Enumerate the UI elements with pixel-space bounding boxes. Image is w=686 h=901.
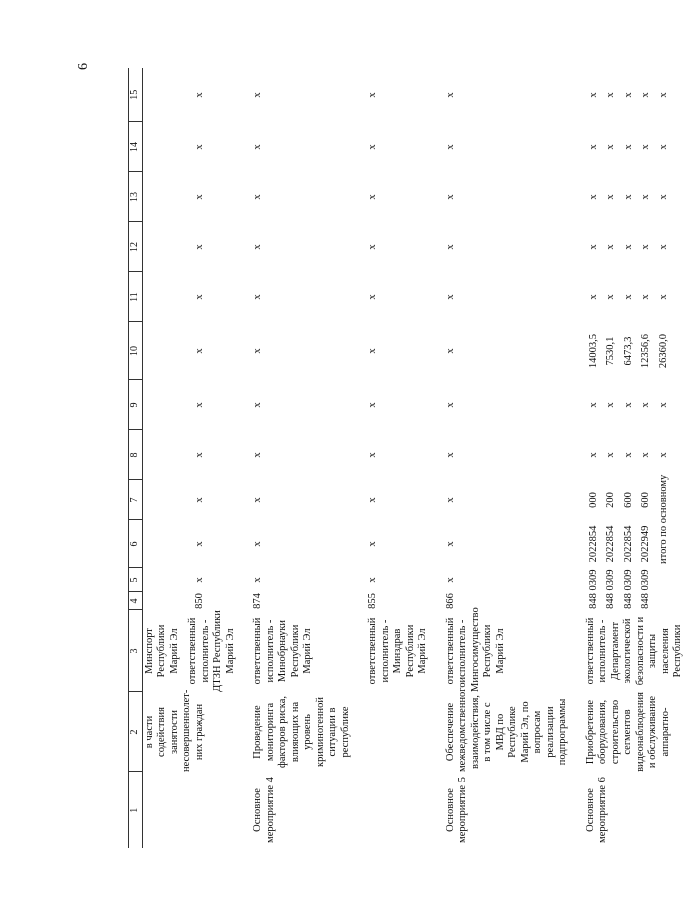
cell-c12-stack: x x x x x — [587, 244, 669, 250]
cell-value: x — [252, 541, 263, 547]
cell-executor: ответственный исполнитель - Мингосимущество Республики Марий Эл — [444, 607, 506, 692]
cell-value: x — [444, 144, 456, 150]
cell-name: в части содействия занятости несовершеннолет-них граждан — [143, 689, 205, 772]
cell-c15-stack: x x x x x — [587, 92, 669, 98]
cell-value: x — [252, 144, 263, 150]
executor-line: ответственный исполнитель - ДТЗН Республики Марий Эл — [187, 610, 236, 692]
cell-value: x — [444, 541, 456, 547]
cell-value: x — [367, 348, 378, 354]
cell-value: x — [367, 92, 378, 98]
cell-value: x — [193, 541, 205, 547]
cell-value: x — [193, 348, 205, 354]
program-table — [128, 68, 686, 848]
cell-value: x — [367, 402, 378, 408]
cell-executor: ответственный исполнитель - Минобрнауки Республики Марий Эл — [252, 617, 313, 685]
col-header: 12 — [129, 222, 143, 272]
col-header: 8 — [129, 430, 143, 480]
cell-value: x — [193, 92, 205, 98]
col-header: 3 — [129, 610, 143, 692]
cell-value: x — [367, 194, 378, 200]
table-row — [238, 68, 353, 848]
col-header: 2 — [129, 692, 143, 772]
cell-name — [353, 692, 431, 772]
cell-value: x — [444, 402, 456, 408]
cell-value: x — [193, 577, 205, 583]
cell-activity: Основное мероприятие 5 — [444, 777, 468, 843]
cell-executor: ответственный исполнитель - Департамент экологической безопасности и защиты населения Республики — [584, 616, 683, 686]
cell-value: x — [444, 452, 456, 458]
cell-value: x — [444, 348, 456, 354]
cell-value: x — [367, 452, 378, 458]
col-header: 7 — [129, 480, 143, 520]
cell-value: x — [444, 497, 456, 503]
cell-value: x — [252, 402, 263, 408]
col-header: 9 — [129, 380, 143, 430]
cell-grbs-stack: 848 848 848 848 — [587, 593, 651, 609]
cell-name: Обеспечение межведомственного взаимодействия, в том числе с МВД по Республике Марий Эл, по вопросам реализации подпрограммы — [444, 682, 568, 772]
cell-name: Проведение мониторинга факторов риска, влияющих на уровень криминогенной ситуации в республике — [252, 696, 351, 768]
cell-value: x — [193, 497, 205, 503]
cell-grbs: 850 — [193, 593, 205, 609]
cell-value: x — [252, 577, 263, 583]
cell-amount-stack: 14003,5 7530,1 6473,3 12356,6 26360,0 — [587, 333, 669, 369]
col-header: 6 — [129, 520, 143, 568]
cell-value: x — [193, 194, 205, 200]
cell-value: x — [367, 144, 378, 150]
col-header: 1 — [129, 772, 143, 848]
cell-c14-stack: x x x x x — [587, 144, 669, 150]
col-header: 15 — [129, 68, 143, 122]
cell-value: x — [367, 541, 378, 547]
col-header: 10 — [129, 322, 143, 380]
cell-c11-stack: x x x x x — [587, 294, 669, 300]
cell-grbs: 874 — [252, 593, 263, 609]
cell-target-stack: 2022854 000 2022854 200 2022854 600 2022949 600 итого по основному — [571, 480, 686, 568]
cell-name: Приобретение оборудования, строительство сегментов видеонаблюдения и обслуживание аппаратно- — [584, 692, 671, 772]
cell-activity: Основное мероприятие 6 — [584, 777, 608, 843]
cell-value: x — [444, 577, 456, 583]
cell-value: x — [444, 194, 456, 200]
cell-value: x — [193, 402, 205, 408]
cell-value: x — [367, 577, 378, 583]
cell-value: x — [193, 144, 205, 150]
col-header: 13 — [129, 172, 143, 222]
cell-grbs: 866 — [444, 593, 456, 609]
table-row — [353, 68, 431, 848]
col-header: 5 — [129, 568, 143, 592]
col-header: 14 — [129, 122, 143, 172]
cell-activity — [142, 772, 238, 848]
cell-c9-stack: x x x x x — [587, 402, 669, 408]
table-row — [142, 68, 238, 848]
cell-value: x — [252, 244, 263, 250]
cell-value: x — [252, 294, 263, 300]
cell-value: x — [367, 497, 378, 503]
cell-value: x — [444, 294, 456, 300]
cell-executor — [142, 610, 238, 692]
cell-executor: ответственный исполнитель - Минздрав Республики Марий Эл — [367, 617, 428, 685]
cell-value: x — [252, 92, 263, 98]
col-header: 4 — [129, 592, 143, 610]
cell-grbs: 855 — [367, 593, 378, 609]
rotated-table-container — [128, 68, 683, 848]
cell-value: x — [252, 452, 263, 458]
cell-value: x — [252, 497, 263, 503]
cell-c13-stack: x x x x x — [587, 194, 669, 200]
cell-value: x — [367, 294, 378, 300]
cell-activity: Основное мероприятие 4 — [252, 777, 276, 843]
cell-value: x — [193, 244, 205, 250]
cell-value: x — [193, 452, 205, 458]
executor-line: Минспорт Республики Марий Эл — [143, 624, 180, 678]
cell-value: x — [444, 244, 456, 250]
table-row — [431, 68, 571, 848]
total-label: итого по основному — [657, 474, 669, 564]
cell-value: x — [252, 194, 263, 200]
cell-value: x — [252, 348, 263, 354]
cell-section-stack: 0309 0309 0309 0309 — [587, 569, 651, 591]
page-number: 6 — [76, 63, 91, 70]
cell-value: x — [444, 92, 456, 98]
cell-c8-stack: x x x x x — [587, 452, 669, 458]
cell-value: x — [367, 244, 378, 250]
cell-value: x — [193, 294, 205, 300]
col-header: 11 — [129, 272, 143, 322]
column-number-row — [129, 68, 143, 848]
table-row — [571, 68, 686, 848]
cell-activity — [353, 772, 431, 848]
